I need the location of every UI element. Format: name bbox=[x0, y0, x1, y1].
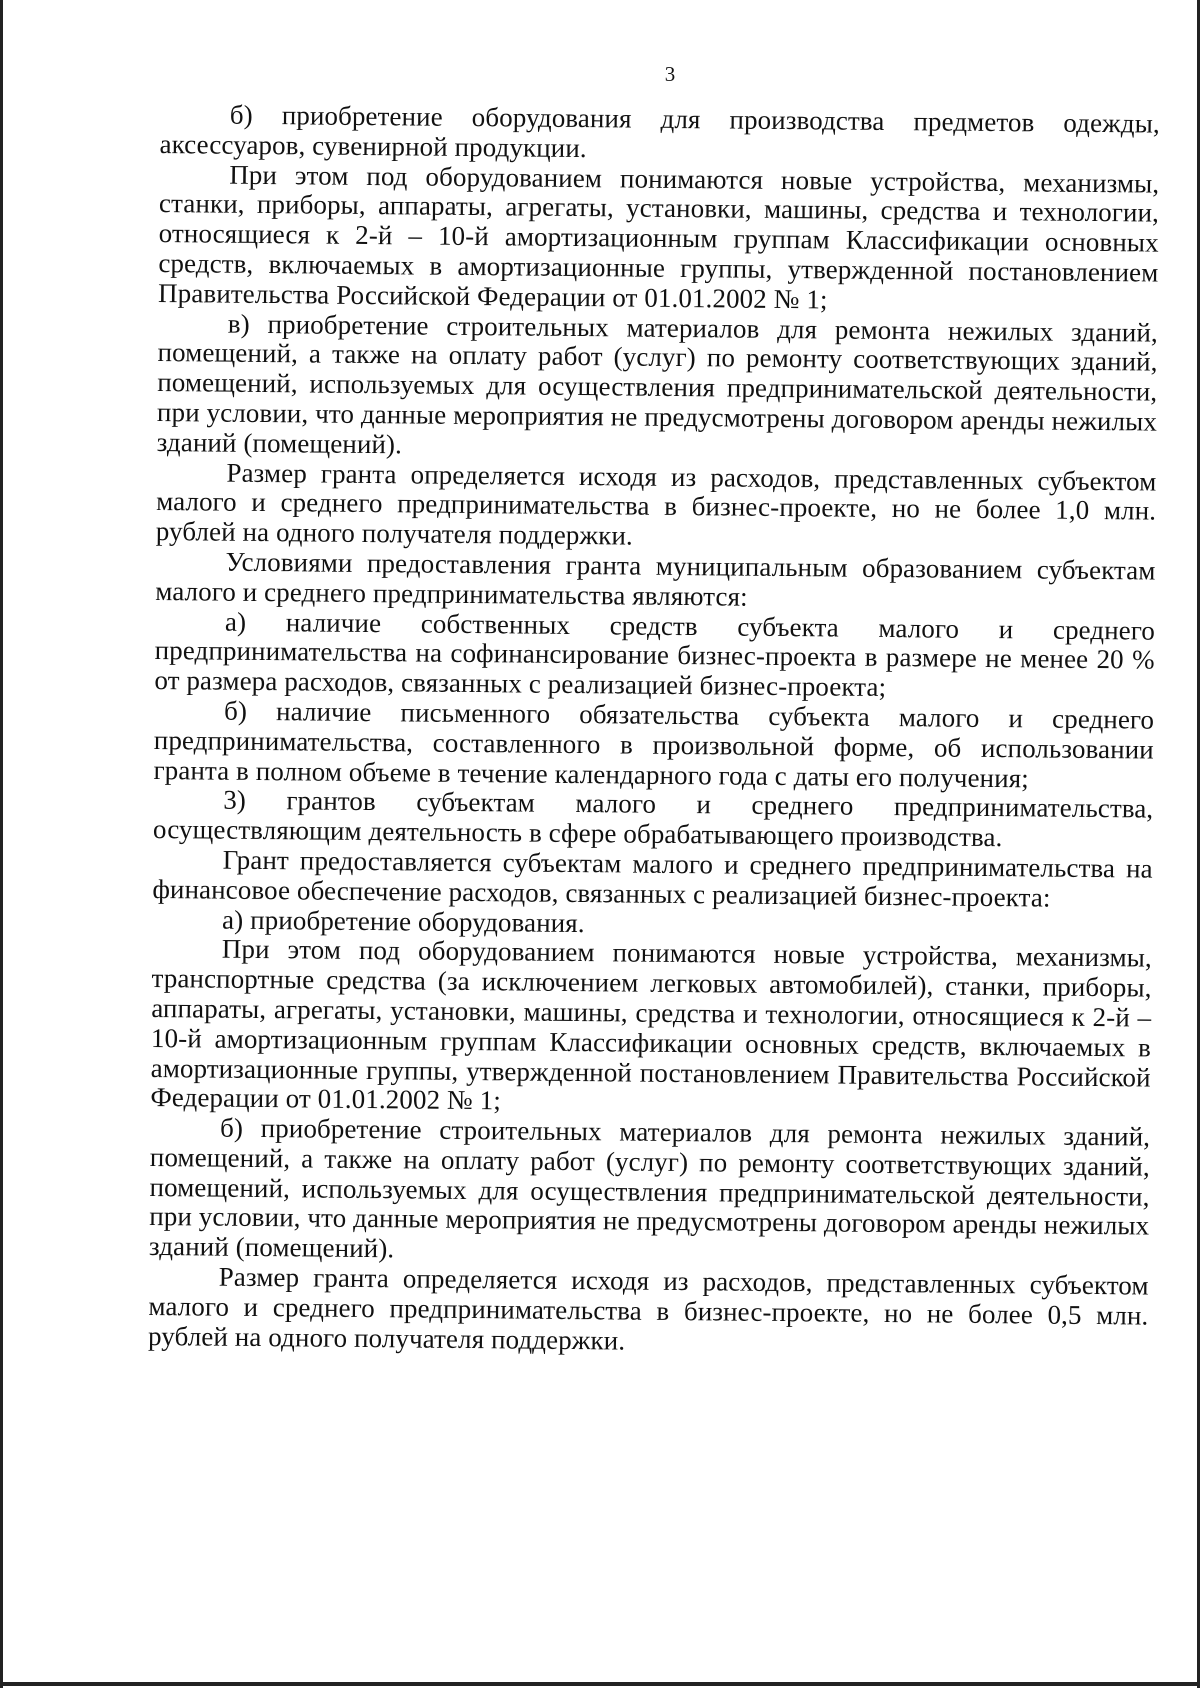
paragraph-grant-size-1: Размер гранта определяется исходя из расходов, представленных субъектом малого и среднего предпринимательства в бизнес-проекте, но не более 1,0 млн. рублей на одного получателя поддержки. bbox=[155, 457, 1157, 551]
paragraph-own-funds: а) наличие собственных средств субъекта малого и среднего предпринимательства на софинансирование бизнес-проекта в размере не менее 20 % от размера расходов, связанных с реализацией бизнес-проекта; bbox=[154, 606, 1156, 703]
paragraph-grant-size-2: Размер гранта определяется исходя из расходов, представленных субъектом малого и среднего предпринимательства в бизнес-проекте, но не более 0,5 млн. рублей на одного получателя поддержки. bbox=[147, 1261, 1149, 1356]
paragraph-equipment-purchase: а) приобретение оборудования. bbox=[221, 904, 585, 938]
paragraph-equipment-definition-2: При этом под оборудованием понимаются новые устройства, механизмы, транспортные средства (за исключением легковых автомобилей), станки, приборы, аппараты, агрегаты, установки, машины, средства и технологии, относящиеся к 2-й – 10-й амортизационным группам Классификации основных средств, включаемых в амортизационные группы, утвержденной постановлением Правительства Российской Федерации от 01.01.2002 № 1; bbox=[150, 933, 1152, 1116]
scan-border-bottom bbox=[0, 1682, 1200, 1686]
paragraph-building-materials: в) приобретение строительных материалов для ремонта нежилых зданий, помещений, а также на оплату работ (услуг) по ремонту соответствующих зданий, помещений, используемых для осуществления предпринимательской деятельности, при условии, что данные мероприятия не предусмотрены договором аренды нежилых зданий (помещений). bbox=[156, 308, 1158, 460]
paragraph-building-materials-2: б) приобретение строительных материалов для ремонта нежилых зданий, помещений, а также на оплату работ (услуг) по ремонту соответствующих зданий, помещений, используемых для осуществления предпринимательской деятельности, при условии, что данные мероприятия не предусмотрены договором аренды нежилых зданий (помещений). bbox=[148, 1112, 1151, 1264]
paragraph-written-obligation: б) наличие письменного обязательства субъекта малого и среднего предпринимательства, составленного в произвольной форме, об использовании гранта в полном объеме в течение календарного года с даты его получения; bbox=[153, 695, 1155, 793]
paragraph-grant-expenses: Грант предоставляется субъектам малого и среднего предпринимательства на финансовое обеспечение расходов, связанных с реализацией бизнес-проекта: bbox=[152, 844, 1153, 913]
paragraph-equipment-clothing: б) приобретение оборудования для производства предметов одежды, аксессуаров, сувенирной продукции. bbox=[159, 99, 1160, 163]
paragraph-manufacturing-grants: 3) грантов субъектам малого и среднего предпринимательства, осуществляющим деятельность в сфере обрабатывающего производства. bbox=[152, 784, 1154, 853]
scan-border-left bbox=[0, 0, 3, 1688]
paragraph-grant-conditions: Условиями предоставления гранта муниципальным образованием субъектам малого и среднего предпринимательства являются: bbox=[155, 546, 1156, 612]
document-body bbox=[148, 100, 1160, 1361]
paragraph-equipment-definition: При этом под оборудованием понимаются новые устройства, механизмы, станки, приборы, аппараты, агрегаты, установки, машины, средства и технологии, относящиеся к 2-й – 10-й амортизационным группам Классификации основных средств, включаемых в амортизационные группы, утвержденной постановлением Правительства Российской Федерации от 01.01.2002 № 1; bbox=[158, 159, 1160, 315]
page-number: 3 bbox=[664, 62, 676, 86]
